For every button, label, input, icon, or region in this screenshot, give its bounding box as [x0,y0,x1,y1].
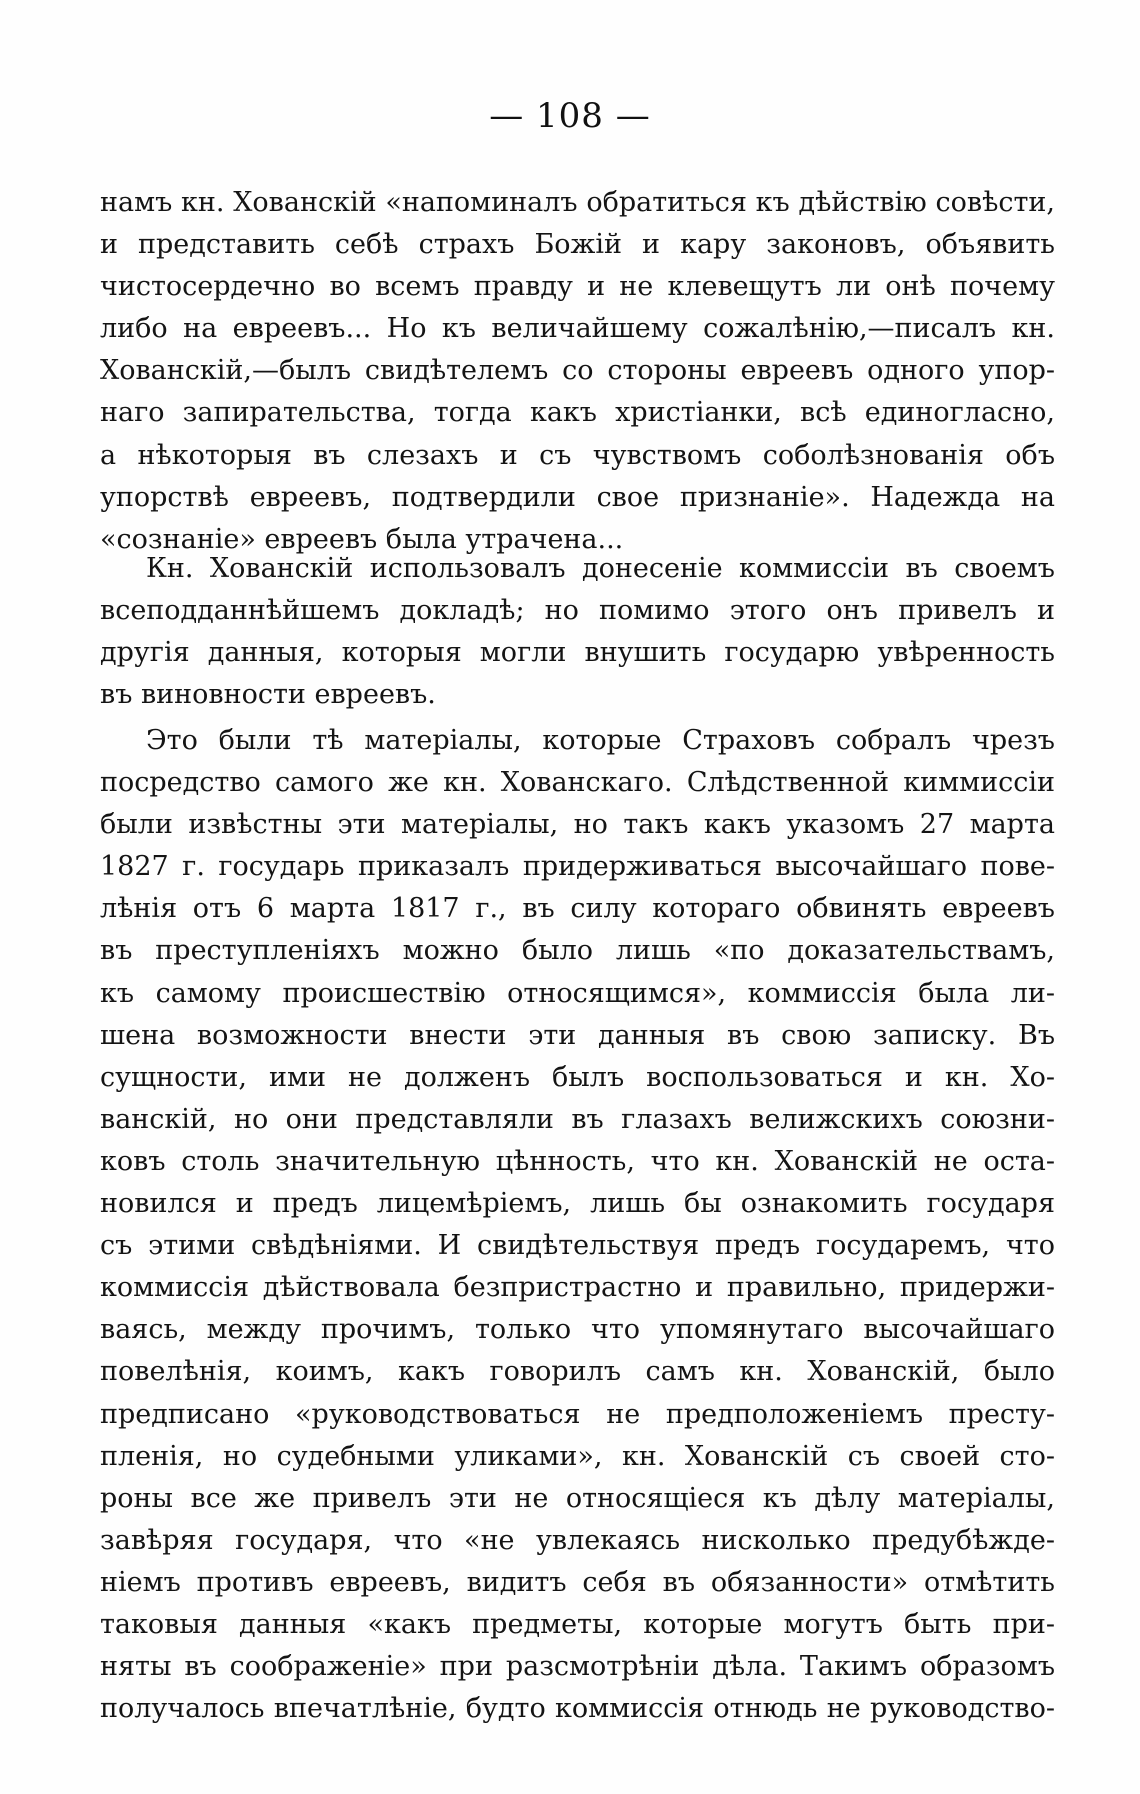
text-line: съ этими свѣдѣніями. И свидѣтельствуя предъ государемъ, что [100,1230,1055,1262]
text-line: были извѣстны эти матеріалы, но такъ какъ указомъ 27 марта [100,809,1055,841]
text-line: ковъ столь значительную цѣнность, что кн. Хованскій не оста- [100,1145,1055,1177]
text-line: няты въ соображеніе» при разсмотрѣніи дѣла. Такимъ образомъ [100,1651,1055,1683]
text-line: новился и предъ лицемѣріемъ, лишь бы ознакомить государя [100,1188,1055,1220]
text-line: а нѣкоторыя въ слезахъ и съ чувствомъ соболѣзнованія объ [100,439,1055,471]
text-line: сущности, ими не долженъ былъ воспользоваться и кн. Хо- [100,1061,1055,1093]
text-line: либо на евреевъ... Но къ величайшему сожалѣнію,—писалъ кн. [100,313,1055,345]
text-line: Кн. Хованскій использовалъ донесеніе коммиссіи въ своемъ [146,553,1055,584]
text-line: роны все же привелъ эти не относящіеся къ дѣлу матеріалы, [100,1482,1055,1514]
text-line: пленія, но судебными уликами», кн. Хованскій съ своей сто- [100,1440,1055,1472]
text-line: получалось впечатлѣніе, будто коммиссія отнюдь не руководство- [100,1693,1055,1725]
text-line: наго запирательства, тогда какъ христіанки, всѣ единогласно, [100,397,1055,429]
text-line: повелѣнія, коимъ, какъ говорилъ самъ кн. Хованскій, было [100,1356,1055,1388]
text-line: «сознаніе» евреевъ была утрачена... [100,523,624,555]
text-line: коммиссія дѣйствовала безпристрастно и правильно, придержи- [100,1272,1055,1304]
text-line: другія данныя, которыя могли внушить государю увѣренность [100,637,1055,669]
text-line: ваясь, между прочимъ, только что упомянутаго высочайшаго [100,1314,1055,1346]
text-line: намъ кн. Хованскій «напоминалъ обратиться къ дѣйствію совѣсти, [100,187,1055,218]
text-line: къ самому происшествію относящимся», коммиссія была ли- [100,977,1055,1009]
text-line: 1827 г. государь приказалъ придерживаться высочайшаго пове- [100,851,1055,883]
paragraph-2 [100,548,1055,716]
text-line: въ преступленіяхъ можно было лишь «по доказательствамъ, [100,935,1055,967]
text-line: ніемъ противъ евреевъ, видитъ себя въ обязанности» отмѣтить [100,1566,1055,1598]
text-line: предписано «руководствоваться не предположеніемъ престу- [100,1398,1055,1430]
text-line: таковыя данныя «какъ предметы, которые могутъ быть при- [100,1608,1055,1640]
paragraph-3 [100,720,1055,1730]
text-line: завѣряя государя, что «не увлекаясь нисколько предубѣжде- [100,1524,1055,1556]
text-line: ванскій, но они представляли въ глазахъ велижскихъ союзни- [100,1103,1055,1135]
text-line: Это были тѣ матеріалы, которые Страховъ собралъ чрезъ [146,725,1055,756]
text-line: всеподданнѣйшемъ докладѣ; но помимо этого онъ привелъ и [100,595,1055,627]
text-line: Хованскій,—былъ свидѣтелемъ со стороны евреевъ одного упор- [100,355,1055,387]
page-number: — 108 — [489,96,651,136]
text-line: въ виновности евреевъ. [100,679,436,711]
text-line: и представить себѣ страхъ Божій и кару законовъ, объявить [100,229,1055,261]
paragraph-1 [100,182,1055,561]
text-line: шена возможности внести эти данныя въ свою записку. Въ [100,1019,1055,1051]
text-line: лѣнія отъ 6 марта 1817 г., въ силу котораго обвинять евреевъ [100,893,1055,925]
text-line: упорствѣ евреевъ, подтвердили свое признаніе». Надежда на [100,481,1055,513]
text-line: чистосердечно во всемъ правду и не клевещутъ ли онѣ почему [100,271,1055,303]
text-line: посредство самого же кн. Хованскаго. Слѣдственной киммиссіи [100,767,1055,799]
